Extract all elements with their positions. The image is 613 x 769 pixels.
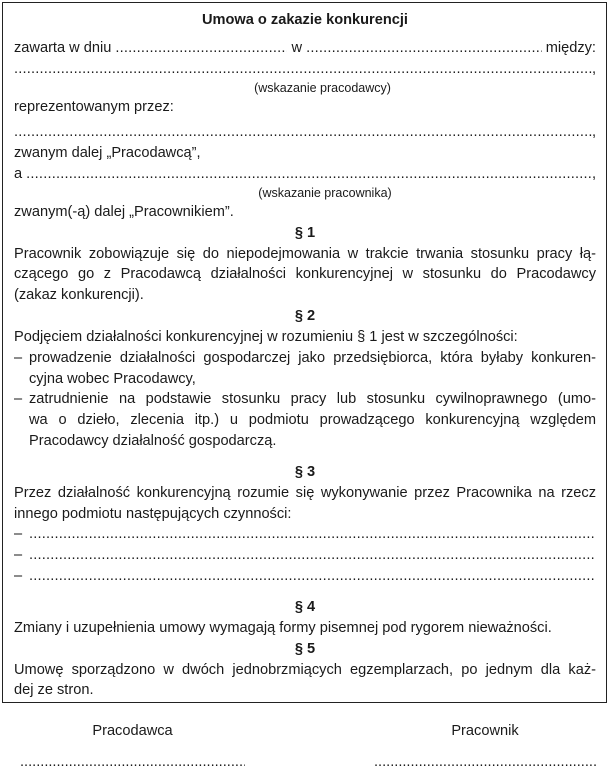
section-2-intro: Podjęciem działalności konkurencyjnej w rozumieniu § 1 jest w szczególności: xyxy=(14,328,518,345)
employer-signature-label: Pracodawca xyxy=(92,723,173,740)
document-body xyxy=(14,9,596,769)
section-2-bullet-1-line-1: prowadzenie działalności gospodarczej jako przedsiębiorca, która byłaby konkuren- xyxy=(29,349,596,366)
section-2-bullet-1 xyxy=(14,348,596,390)
contract-document xyxy=(2,2,607,740)
employer-line-comma: , xyxy=(591,60,596,77)
section-5-line-2: dej ze stron. xyxy=(14,682,94,699)
signatures-row xyxy=(14,721,596,769)
activity-blank-field-1[interactable] xyxy=(29,524,596,545)
place-blank-field[interactable] xyxy=(306,38,542,59)
employee-line-comma: , xyxy=(591,165,596,182)
represented-by-label: reprezentowanym przez: xyxy=(14,98,174,115)
intro-date-label: zawarta w dniu xyxy=(14,40,116,56)
employer-signature-field[interactable] xyxy=(20,755,245,769)
section-2-bullet-1-line-2: cyjna wobec Pracodawcy, xyxy=(29,370,196,387)
called-employee-text: zwanym(-ą) dalej „Pracownikiem”. xyxy=(14,203,234,220)
intro-between-label: między: xyxy=(541,40,596,56)
employee-signature-field[interactable] xyxy=(374,755,596,769)
section-3-blank-item-2 xyxy=(14,545,596,566)
section-2-heading: § 2 xyxy=(294,307,316,324)
section-3-line-2: innego podmiotu następujących czynności: xyxy=(14,505,292,522)
section-5-line-1: Umowę sporządzono w dwóch jednobrzmiących egzemplarzach, po jednym dla każ- xyxy=(14,661,596,678)
bullet-dash: – xyxy=(14,526,23,543)
intro-date-place-line xyxy=(14,38,596,59)
section-1-line-3: (zakaz konkurencji). xyxy=(14,287,144,304)
date-blank-field[interactable] xyxy=(115,38,287,59)
employer-line xyxy=(14,59,596,80)
section-3-heading: § 3 xyxy=(294,463,316,480)
bullet-dash: – xyxy=(14,547,23,564)
section-2-bullet-2-line-3: Pracodawcy działalność gospodarczą. xyxy=(29,432,277,449)
section-3-line-1: Przez działalność konkurencyjną rozumie się wykonywanie przez Pracownika na rzecz xyxy=(14,484,596,501)
representative-line-comma: , xyxy=(591,124,596,141)
employee-blank-field[interactable] xyxy=(26,164,592,185)
section-2-bullet-2-line-2: wa o dzieło, zlecenia itp.) u podmiotu prowadzącego konkurencyjną względem xyxy=(29,412,596,429)
section-3-blank-item-3 xyxy=(14,566,596,587)
employer-caption: (wskazanie pracodawcy) xyxy=(254,80,391,95)
intro-place-label: w xyxy=(287,40,307,56)
employee-signature xyxy=(374,721,596,769)
and-prefix: a xyxy=(14,165,27,182)
section-4-line-1: Zmiany i uzupełnienia umowy wymagają formy pisemnej pod rygorem nieważności. xyxy=(14,619,552,636)
employer-blank-field[interactable] xyxy=(14,59,592,80)
employee-caption: (wskazanie pracownika) xyxy=(258,185,392,200)
employee-line xyxy=(14,164,596,185)
called-employer-text: zwanym dalej „Pracodawcą”, xyxy=(14,145,201,162)
bullet-dash: – xyxy=(14,391,23,408)
section-1-line-1: Pracownik zobowiązuje się do niepodejmowania w trakcie trwania stosunku pracy łą- xyxy=(14,245,596,262)
activity-blank-field-2[interactable] xyxy=(29,545,596,566)
section-2-bullet-2 xyxy=(14,389,596,451)
section-4-heading: § 4 xyxy=(294,598,316,615)
section-3-blank-item-1 xyxy=(14,524,596,545)
section-1-line-2: czącego go z Pracodawcą działalności konkurencyjnej w stosunku do Pracodawcy xyxy=(14,266,596,283)
section-1-heading: § 1 xyxy=(294,224,316,241)
representative-line xyxy=(14,122,596,143)
activity-blank-field-3[interactable] xyxy=(29,566,596,587)
employee-signature-label: Pracownik xyxy=(451,723,519,740)
representative-blank-field[interactable] xyxy=(14,122,592,143)
spacer xyxy=(14,587,596,597)
section-2-bullet-2-line-1: zatrudnienie na podstawie stosunku pracy lub stosunku cywilnoprawnego (umo- xyxy=(29,391,596,408)
spacer xyxy=(14,452,596,462)
document-title: Umowa o zakazie konkurencji xyxy=(201,12,408,28)
bullet-dash: – xyxy=(14,567,23,584)
employer-signature xyxy=(20,721,245,769)
section-5-heading: § 5 xyxy=(294,640,316,657)
bullet-dash: – xyxy=(14,349,23,366)
